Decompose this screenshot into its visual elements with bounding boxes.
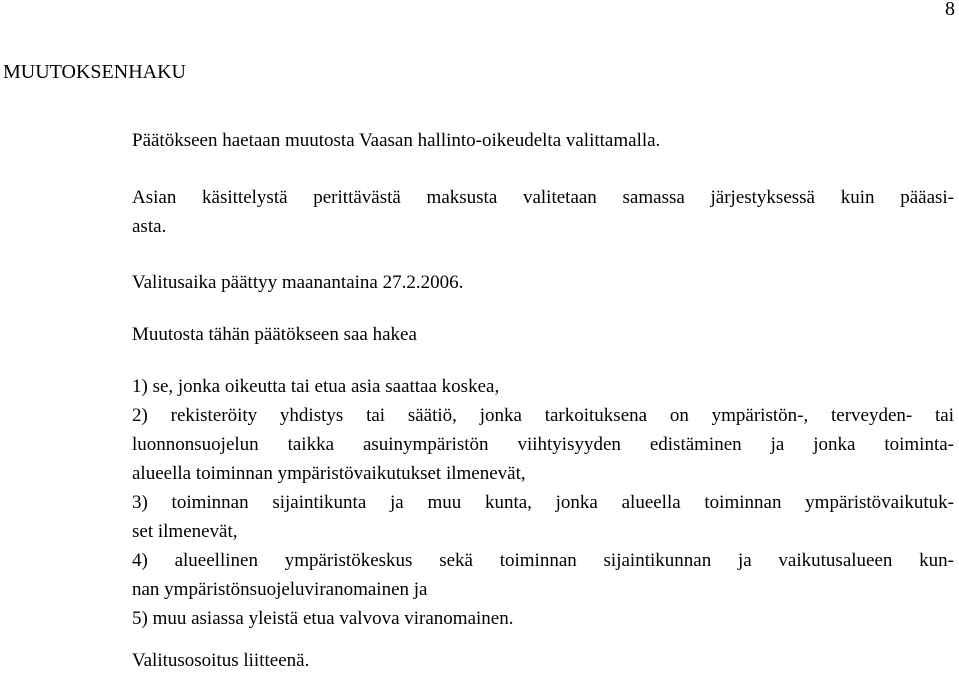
appellants-intro-paragraph (132, 320, 954, 349)
list-line: alueella toiminnan ympäristövaikutukset ilmenevät, (132, 463, 526, 484)
list-line: 1) se, jonka oikeutta tai etua asia saattaa koskea, (132, 376, 500, 397)
list-line: nan ympäristönsuojeluviranomainen ja (132, 579, 428, 600)
appellants-list (132, 372, 954, 633)
page-number: 8 (945, 0, 955, 20)
closing-paragraph (132, 646, 954, 675)
list-line: set ilmenevät, (132, 521, 238, 542)
deadline-paragraph (132, 268, 954, 297)
closing-text: Valitusosoitus liitteenä. (132, 650, 310, 671)
list-line: 4) alueellinen ympäristökeskus sekä toiminnan sijaintikunnan ja vaikutusalueen kun- (132, 550, 954, 571)
fee-text-line-2: asta. (132, 216, 167, 237)
section-heading: MUUTOKSENHAKU (3, 61, 186, 83)
appeal-text: Päätökseen haetaan muutosta Vaasan hallinto-oikeudelta valittamalla. (132, 130, 661, 151)
deadline-text: Valitusaika päättyy maanantaina 27.2.2006. (132, 272, 464, 293)
appeal-paragraph (132, 126, 954, 155)
list-line: 2) rekisteröity yhdistys tai säätiö, jonka tarkoituksena on ympäristön-, terveyden- tai (132, 405, 954, 426)
appellants-intro-text: Muutosta tähän päätökseen saa hakea (132, 324, 417, 345)
fee-text-line-1: Asian käsittelystä perittävästä maksusta valitetaan samassa järjestyksessä kuin pääasi- (132, 187, 954, 208)
fee-paragraph (132, 183, 954, 241)
list-line: luonnonsuojelun taikka asuinympäristön viihtyisyyden edistäminen ja jonka toiminta- (132, 434, 954, 455)
list-line: 5) muu asiassa yleistä etua valvova viranomainen. (132, 608, 514, 629)
list-line: 3) toiminnan sijaintikunta ja muu kunta, jonka alueella toiminnan ympäristövaikutuk- (132, 492, 954, 513)
